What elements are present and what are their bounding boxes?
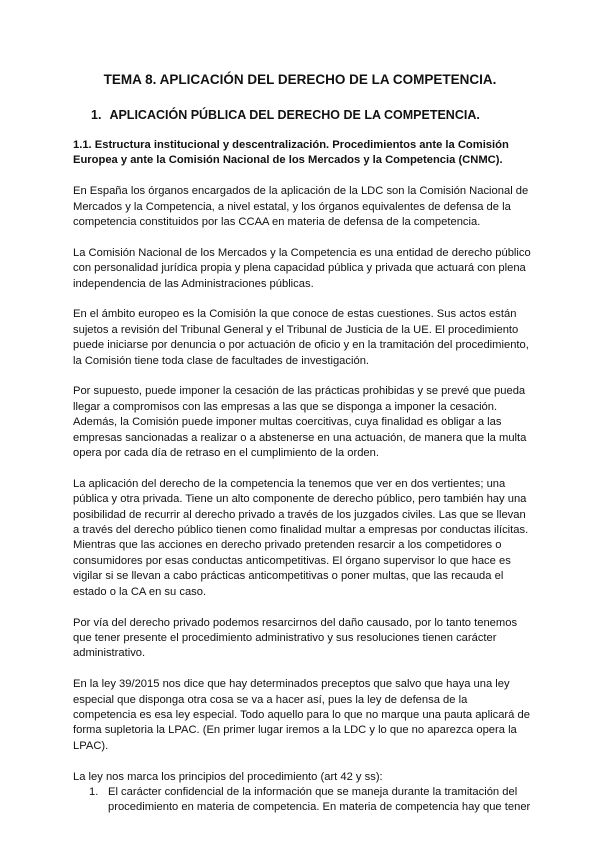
document-body: [73, 138, 533, 816]
section-number: 1.: [91, 108, 102, 122]
paragraph: En España los órganos encargados de la aplicación de la LDC son la Comisión Nacional de Mercados y la Competencia, a nivel estatal, y los órganos equivalentes de defensa de la competencia constituidos por las CCAA en materia de defensa de la competencia.: [73, 185, 529, 229]
list-item-text: El carácter confidencial de la información que se maneja durante la tramitación del procedimiento en materia de competencia. En materia de competencia hay que tener: [108, 785, 531, 814]
paragraph: Por vía del derecho privado podemos resarcirnos del daño causado, por lo tanto tenemos que tener presente el procedimiento administrativo y sus resoluciones tienen carácter administrativo.: [73, 616, 518, 660]
paragraph: La aplicación del derecho de la competencia la tenemos que ver en dos vertientes; una pública y otra privada. Tiene un alto componente de derecho público, pero también hay una posibilidad de recurrir al derecho privado a través de los juzgados civiles. Las que se llevan a través del derecho público tienen como finalidad multar a empresas por conductas ilícitas. Mientras que las acciones en derecho privado pretenden resarcir a los competidores o consumidores por esas conductas anticompetitivas. El órgano supervisor lo que hace es vigilar si se llevan a cabo prácticas anticompetitivas o poner multas, que las recauda el estado o la CA en su caso.: [73, 477, 529, 598]
subsection-heading: 1.1. Estructura institucional y descentralización. Procedimientos ante la Comisión Europea y ante la Comisión Nacional de los Mercados y la Competencia (CNMC).: [73, 139, 509, 167]
paragraph: La ley nos marca los principios del procedimiento (art 42 y ss):: [73, 770, 383, 783]
section-title: APLICACIÓN PÚBLICA DEL DERECHO DE LA COMPETENCIA.: [109, 108, 480, 122]
list-marker: 1.: [89, 785, 99, 798]
list-item: [89, 785, 533, 816]
principles-list: [73, 785, 533, 816]
paragraph: En el ámbito europeo es la Comisión la que conoce de estas cuestiones. Sus actos están sujetos a revisión del Tribunal General y el Tribunal de Justicia de la UE. El procedimiento puede iniciarse por denuncia o por actuación de oficio y en la tramitación del procedimiento, la Comisión tiene toda clase de facultades de investigación.: [73, 308, 529, 367]
paragraph: Por supuesto, puede imponer la cesación de las prácticas prohibidas y se prevé que pueda llegar a compromisos con las empresas a las que se disponga a imponer la cesación. Además, la Comisión puede imponer multas coercitivas, cuya finalidad es obligar a las empresas sancionadas a realizar o a abstenerse en una actuación, de manera que la multa opera por cada día de retraso en el cumplimiento de la orden.: [73, 385, 527, 460]
document-title: TEMA 8. APLICACIÓN DEL DERECHO DE LA COMPETENCIA.: [103, 72, 497, 87]
paragraph: La Comisión Nacional de los Mercados y la Competencia es una entidad de derecho público con personalidad jurídica propia y plena capacidad pública y privada que actuará con plena independencia de las Administraciones públicas.: [73, 246, 531, 290]
section-heading: [91, 108, 480, 122]
paragraph: En la ley 39/2015 nos dice que hay determinados preceptos que salvo que haya una ley especial que disponga otra cosa se va a hacer así, pues la ley de defensa de la competencia es esa ley especial. Todo aquello para lo que no marque una pauta aplicará de forma supletoria la LPAC. (En primer lugar iremos a la LDC y lo que no aparezca opera la LPAC).: [73, 678, 530, 752]
